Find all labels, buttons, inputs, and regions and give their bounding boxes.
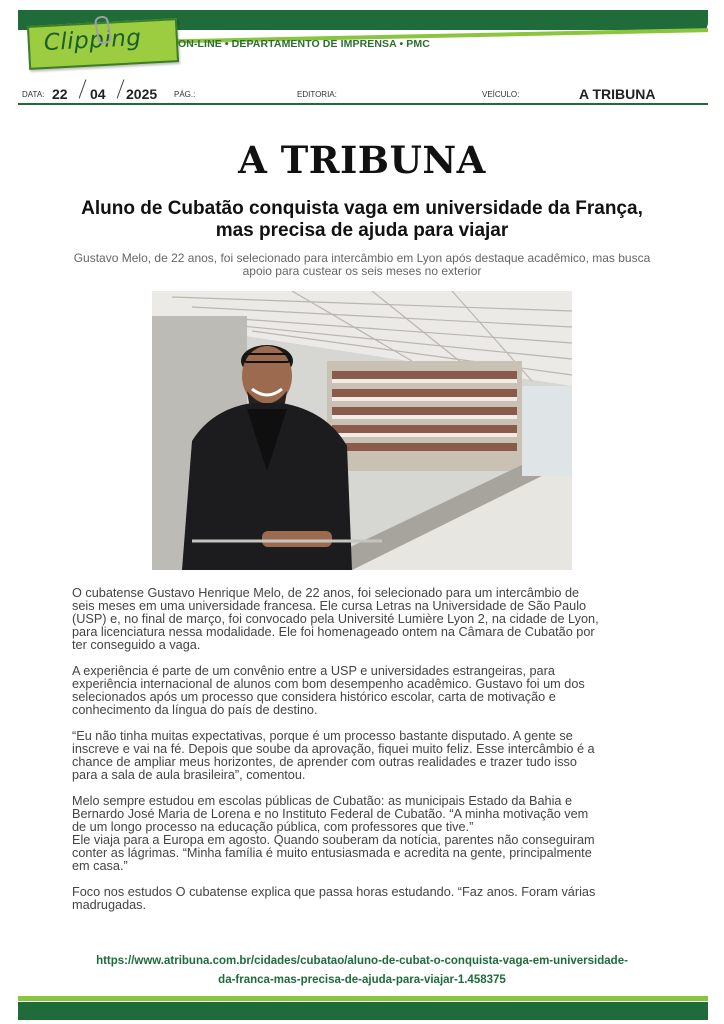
text-line: chance de ampliar meus horizontes, de aprender com outras realidades e trazer tudo isso — [72, 755, 577, 769]
source-url-line[interactable]: https://www.atribuna.com.br/cidades/cubatao/aluno-de-cubat-o-conquista-vaga-em-universidade- — [96, 955, 628, 967]
newspaper-masthead: A TRIBUNA — [238, 138, 486, 182]
text-line: para licenciatura nessa modalidade. Ele foi homenageado ontem na Câmara de Cubatão por — [72, 625, 595, 639]
date-separator — [117, 79, 125, 98]
subtitle-line: apoio para custear os seis meses no exterior — [242, 264, 482, 278]
vehicle-label: VEÍCULO: — [482, 90, 520, 99]
headline-line: mas precisa de ajuda para viajar — [215, 220, 509, 241]
source-url-line[interactable]: da-franca-mas-precisa-de-ajuda-para-viajar-1.458375 — [218, 974, 506, 986]
text-line: em casa.” — [72, 859, 128, 873]
paragraph — [72, 665, 654, 717]
text-line: conter as lágrimas. “Minha família é muito entusiasmada e acredita na gente, principalmente — [72, 846, 592, 860]
department-label: ON-LINE • DEPARTAMENTO DE IMPRENSA • PMC — [178, 38, 430, 50]
source-url[interactable] — [30, 952, 694, 990]
text-line: experiência internacional de alunos com bom desempenho acadêmico. Gustavo foi um dos — [72, 677, 585, 691]
clipping-metadata — [22, 85, 710, 105]
date-day: 22 — [52, 86, 68, 102]
paragraph — [72, 886, 654, 912]
article-body — [72, 587, 654, 925]
text-line: madrugadas. — [72, 898, 147, 912]
article-subtitle — [50, 252, 674, 278]
paragraph — [72, 795, 654, 873]
section-label: EDITORIA: — [297, 90, 337, 99]
footer-lime-stripe — [18, 996, 708, 1001]
metadata-divider — [18, 103, 708, 105]
text-line: selecionados após um processo que considera histórico escolar, carta de motivação e — [72, 690, 556, 704]
page-label: PÁG.: — [174, 90, 196, 99]
footer-green-band — [18, 1002, 708, 1020]
text-line: “Eu não tinha muitas expectativas, porque é um processo bastante disputado. A gente se — [72, 729, 573, 743]
text-line: inscreve e vai na fé. Depois que soube da aprovação, fiquei muito feliz. Esse intercâmbio é a — [72, 742, 595, 756]
article-photo — [152, 291, 572, 570]
text-line: (USP) e, no final de março, foi convocado pela Université Lumière Lyon 2, na cidade de Lyon, — [72, 612, 599, 626]
text-line: A experiência é parte de um convênio entre a USP e universidades estrangeiras, para — [72, 664, 555, 678]
text-line: seis meses em uma universidade francesa. Ele cursa Letras na Universidade de São Paulo — [72, 599, 587, 613]
text-line: Foco nos estudos O cubatense explica que passa horas estudando. “Faz anos. Foram várias — [72, 885, 596, 899]
text-line: de um longo processo na educação pública, com professores que tive.” — [72, 820, 474, 834]
article-headline — [60, 198, 664, 242]
subtitle-line: Gustavo Melo, de 22 anos, foi selecionado para intercâmbio em Lyon após destaque acadêmico, mas busca — [73, 251, 651, 265]
vehicle-value: A TRIBUNA — [579, 86, 656, 102]
student-in-library-photo — [152, 291, 572, 570]
text-line: conhecimento da língua do país de destino. — [72, 703, 318, 717]
text-line: O cubatense Gustavo Henrique Melo, de 22 anos, foi selecionado para um intercâmbio de — [72, 586, 580, 600]
date-year: 2025 — [126, 86, 158, 102]
text-line: Ele viaja para a Europa em agosto. Quando souberam da notícia, parentes não conseguiram — [72, 833, 595, 847]
text-line: Bernardo José Maria de Lorena e no Instituto Federal de Cubatão. “A minha motivação vem — [72, 807, 589, 821]
date-separator — [79, 79, 87, 98]
headline-line: Aluno de Cubatão conquista vaga em universidade da França, — [81, 198, 643, 219]
paragraph — [72, 730, 654, 782]
text-line: para a sala de aula brasileira”, comentou. — [72, 768, 306, 782]
text-line: Melo sempre estudou em escolas públicas de Cubatão: as municipais Estado da Bahia e — [72, 794, 573, 808]
date-month: 04 — [90, 86, 106, 102]
text-line: ter conseguido a vaga. — [72, 638, 201, 652]
date-label: DATA: — [22, 90, 45, 99]
clipping-logo-text: Clipping — [43, 25, 143, 57]
paragraph — [72, 587, 654, 652]
